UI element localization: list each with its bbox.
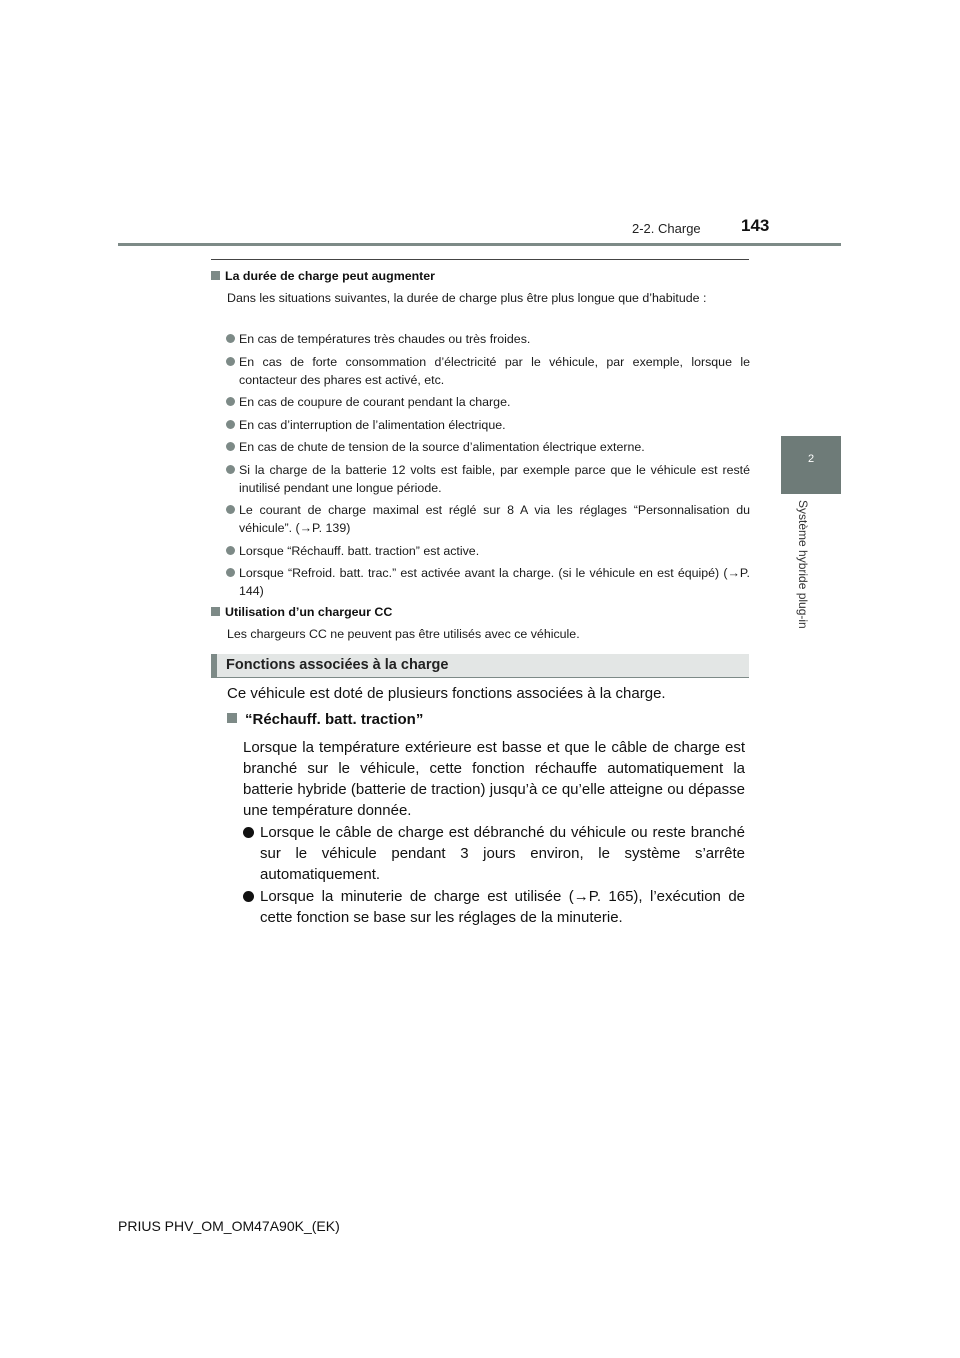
list-item: Lorsque le câble de charge est débranché du véhicule ou reste branché sur le véhicule pendant 3 jours environ, le système s’arrête automatiquement.: [243, 822, 745, 885]
content-top-rule: [211, 259, 749, 260]
bullet-dot-icon: [226, 334, 235, 343]
note-text: Les chargeurs CC ne peuvent pas être utilisés avec ce véhicule.: [227, 627, 580, 641]
chapter-title: [794, 500, 810, 660]
bullet-dot-icon: [226, 505, 235, 514]
list-item: En cas de forte consommation d’électricité par le véhicule, par exemple, lorsque le contacteur des phares est activé, etc.: [226, 353, 750, 389]
subsection-paragraph: Lorsque la température extérieure est basse et que le câble de charge est branché sur le véhicule, cette fonction réchauffe automatiquement la batterie hybride (batterie de traction) jusqu’à ce qu’elle atteigne ou dépasse une température donnée.: [243, 739, 745, 819]
chapter-number: 2: [807, 453, 815, 465]
bullet-dot-icon: [226, 397, 235, 406]
chapter-title-text: Système hybride plug-in: [796, 500, 810, 629]
page-header: [0, 0, 960, 250]
bullet-dot-icon: [243, 827, 254, 838]
subsection-heading-text: “Réchauff. batt. traction”: [245, 711, 424, 728]
list-item: Lorsque la minuterie de charge est utilisée (→P. 165), l’exécution de cette fonction se base sur les réglages de la minuterie.: [243, 886, 745, 928]
list-item: En cas d’interruption de l’alimentation électrique.: [226, 416, 750, 434]
bullet-dot-icon: [226, 420, 235, 429]
list-item: Lorsque “Réchauff. batt. traction” est active.: [226, 542, 750, 560]
note-intro: Dans les situations suivantes, la durée de charge plus être plus longue que d’habitude :: [227, 291, 707, 305]
chapter-tab[interactable]: [781, 436, 841, 494]
note-heading-charge-time: [211, 269, 435, 283]
bullet-dot-icon: [226, 546, 235, 555]
square-bullet-icon: [227, 713, 237, 723]
note-heading-dc-charger: [211, 605, 392, 619]
bullet-dot-icon: [226, 442, 235, 451]
page-number: 143: [741, 216, 770, 235]
bullet-dot-icon: [226, 568, 235, 577]
bullet-dot-icon: [226, 357, 235, 366]
note-heading-text: Utilisation d’un chargeur CC: [225, 605, 393, 619]
list-item: Le courant de charge maximal est réglé sur 8 A via les réglages “Personnalisation du véhicule”. (→P. 139): [226, 501, 750, 537]
subsection-heading: [227, 711, 423, 728]
section-title-bar: [211, 654, 749, 678]
note-heading-text: La durée de charge peut augmenter: [225, 269, 436, 283]
section-title: Fonctions associées à la charge: [226, 657, 449, 673]
list-item: Lorsque “Refroid. batt. trac.” est activée avant la charge. (si le véhicule en est équipé) (→P. 144): [226, 564, 750, 600]
section-label: 2-2. Charge: [632, 221, 701, 236]
square-bullet-icon: [211, 271, 220, 280]
document-footer: PRIUS PHV_OM_OM47A90K_(EK): [118, 1218, 340, 1234]
list-item: En cas de températures très chaudes ou très froides.: [226, 330, 750, 348]
section-intro: Ce véhicule est doté de plusieurs fonctions associées à la charge.: [227, 685, 666, 702]
header-rule: [118, 243, 841, 246]
square-bullet-icon: [211, 607, 220, 616]
list-item: En cas de chute de tension de la source d’alimentation électrique externe.: [226, 438, 750, 456]
list-item: Si la charge de la batterie 12 volts est faible, par exemple parce que le véhicule est resté inutilisé pendant une longue période.: [226, 461, 750, 497]
bullet-dot-icon: [226, 465, 235, 474]
list-item: En cas de coupure de courant pendant la charge.: [226, 393, 750, 411]
bullet-dot-icon: [243, 891, 254, 902]
